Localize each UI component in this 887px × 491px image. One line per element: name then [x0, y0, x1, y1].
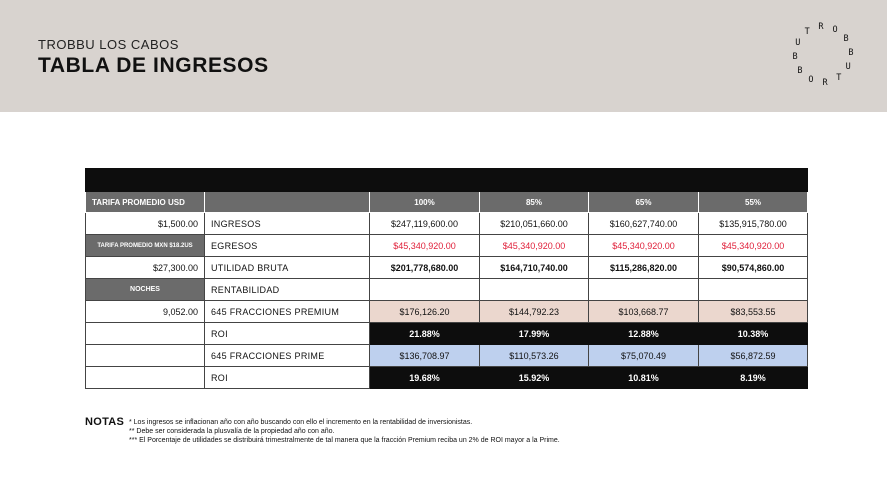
note-line: *** El Porcentaje de utilidades se distribuirá trimestralmente de tal manera que la fracción Premium reciba un 2% de ROI mayor a la Prime. [129, 437, 560, 444]
table-row-ingresos [86, 213, 808, 235]
left-cell: $27,300.00 [86, 257, 205, 279]
value-cell [480, 279, 589, 301]
header-pct-100: 100% [370, 192, 480, 213]
value-cell: $247,119,600.00 [370, 213, 480, 235]
brand-name: TROBBU LOS CABOS [38, 37, 179, 52]
value-cell: $144,792.23 [480, 301, 589, 323]
table-row-utilidad [86, 257, 808, 279]
row-label: UTILIDAD BRUTA [205, 257, 370, 279]
value-cell: $45,340,920.00 [699, 235, 808, 257]
value-cell: $176,126.20 [370, 301, 480, 323]
row-label: 645 FRACCIONES PREMIUM [205, 301, 370, 323]
value-cell: 17.99% [480, 323, 589, 345]
row-label: 645 FRACCIONES PRIME [205, 345, 370, 367]
svg-text:TROBBUTROBBU: T R OBB U TROBBU [792, 22, 854, 88]
header-empty [205, 192, 370, 213]
value-cell: $83,553.55 [699, 301, 808, 323]
value-cell: 12.88% [589, 323, 699, 345]
value-cell [370, 279, 480, 301]
table-row-egresos [86, 235, 808, 257]
value-cell: 8.19% [699, 367, 808, 389]
trobbu-logo-icon [785, 16, 861, 92]
left-cell [86, 345, 205, 367]
value-cell: $136,708.97 [370, 345, 480, 367]
left-cell [86, 323, 205, 345]
value-cell: $90,574,860.00 [699, 257, 808, 279]
notes-title: NOTAS [85, 416, 125, 428]
value-cell: $75,070.49 [589, 345, 699, 367]
value-cell: $135,915,780.00 [699, 213, 808, 235]
value-cell: $164,710,740.00 [480, 257, 589, 279]
value-cell: 10.38% [699, 323, 808, 345]
value-cell: 10.81% [589, 367, 699, 389]
value-cell [589, 279, 699, 301]
value-cell: 15.92% [480, 367, 589, 389]
value-cell: $56,872.59 [699, 345, 808, 367]
value-cell: $115,286,820.00 [589, 257, 699, 279]
table-row-rentabilidad [86, 279, 808, 301]
left-cell-noches: NOCHES [86, 279, 205, 301]
notes-lines [129, 418, 560, 445]
row-label: EGRESOS [205, 235, 370, 257]
header-label: TARIFA PROMEDIO USD [86, 192, 205, 213]
note-line: ** Debe ser considerada la plusvalía de la propiedad año con año. [129, 428, 335, 435]
header-pct-55: 55% [699, 192, 808, 213]
left-cell: $1,500.00 [86, 213, 205, 235]
value-cell: 19.68% [370, 367, 480, 389]
row-label: ROI [205, 367, 370, 389]
header-pct-85: 85% [480, 192, 589, 213]
value-cell: $210,051,660.00 [480, 213, 589, 235]
table-row-premium [86, 301, 808, 323]
left-cell-tarifa-mxn: TARIFA PROMEDIO MXN $18.2US [86, 235, 205, 257]
value-cell: $45,340,920.00 [589, 235, 699, 257]
header-pct-65: 65% [589, 192, 699, 213]
value-cell: $45,340,920.00 [370, 235, 480, 257]
note-line: * Los ingresos se inflacionan año con año buscando con ello el incremento en la rentabilidad de inversionistas. [129, 419, 473, 426]
header-band [0, 0, 887, 112]
table-row-roi-premium [86, 323, 808, 345]
value-cell: $103,668.77 [589, 301, 699, 323]
value-cell: $201,778,680.00 [370, 257, 480, 279]
left-cell: 9,052.00 [86, 301, 205, 323]
value-cell: 21.88% [370, 323, 480, 345]
value-cell: $45,340,920.00 [480, 235, 589, 257]
row-label: INGRESOS [205, 213, 370, 235]
value-cell: $110,573.26 [480, 345, 589, 367]
value-cell [699, 279, 808, 301]
row-label: ROI [205, 323, 370, 345]
table-row-prime [86, 345, 808, 367]
value-cell: $160,627,740.00 [589, 213, 699, 235]
income-table [85, 168, 808, 389]
row-label: RENTABILIDAD [205, 279, 370, 301]
table-top-bar [86, 169, 808, 192]
left-cell [86, 367, 205, 389]
table-header-row [86, 192, 808, 213]
page-title: TABLA DE INGRESOS [38, 54, 269, 77]
table-row-roi-prime [86, 367, 808, 389]
